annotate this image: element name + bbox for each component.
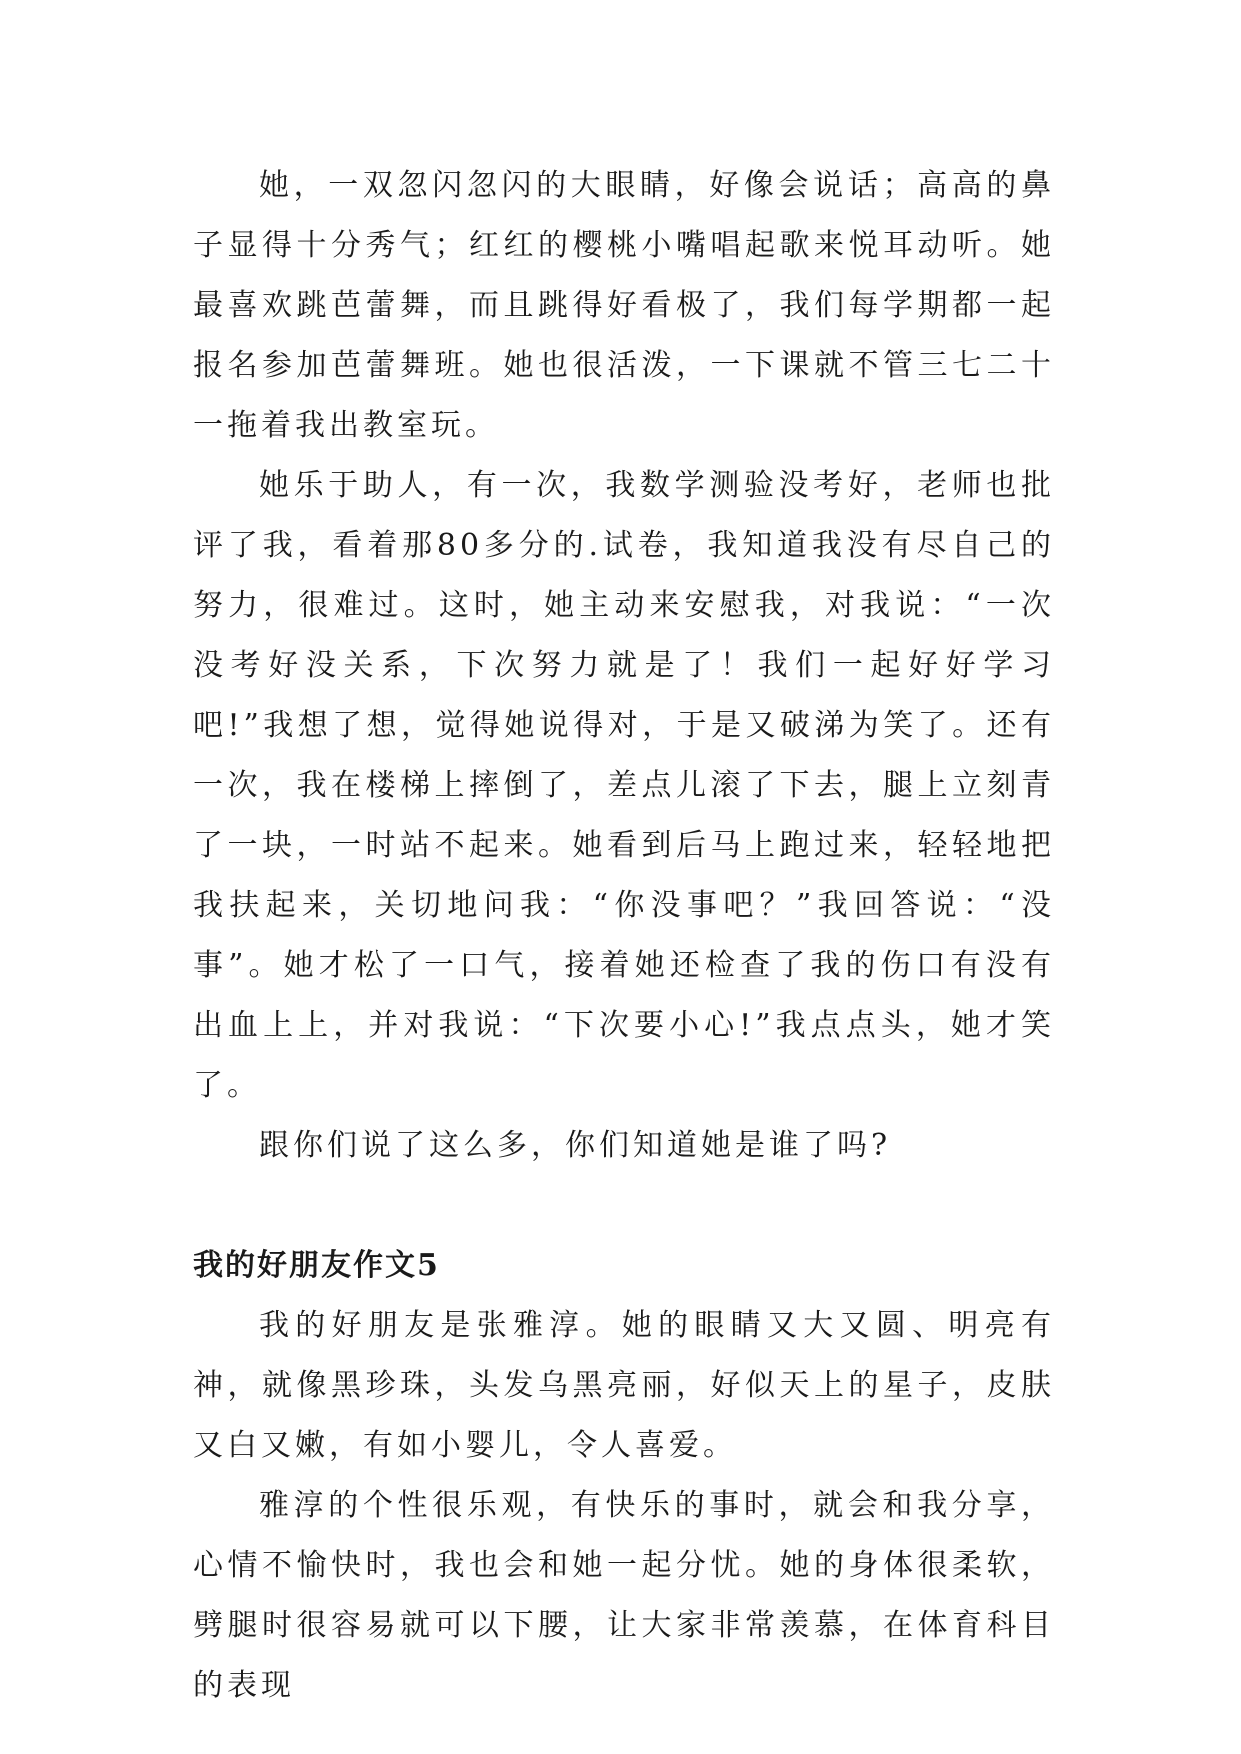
paragraph-friend-intro: 我的好朋友是张雅淳。她的眼睛又大又圆、明亮有神，就像黑珍珠，头发乌黑亮丽，好似天上的星子，皮肤又白又嫩，有如小婴儿，令人喜爱。 xyxy=(193,1308,1055,1463)
document-page xyxy=(193,156,1055,1716)
paragraph-description: 她，一双忽闪忽闪的大眼睛，好像会说话；高高的鼻子显得十分秀气；红红的樱桃小嘴唱起歌来悦耳动听。她最喜欢跳芭蕾舞，而且跳得好看极了，我们每学期都一起报名参加芭蕾舞班。她也很活泼，一下课就不管三七二十一拖着我出教室玩。 xyxy=(193,168,1055,443)
section-title: 我的好朋友作文5 xyxy=(193,1248,440,1283)
paragraph-closing-question: 跟你们说了这么多，你们知道她是谁了吗? xyxy=(259,1128,892,1163)
paragraph-friend-personality: 雅淳的个性很乐观，有快乐的事时，就会和我分享，心情不愉快时，我也会和她一起分忧。她的身体很柔软，劈腿时很容易就可以下腰，让大家非常羡慕，在体育科目的表现 xyxy=(193,1488,1055,1703)
paragraph-helpful-story: 她乐于助人，有一次，我数学测验没考好，老师也批评了我，看着那80多分的.试卷，我知道我没有尽自己的努力，很难过。这时，她主动来安慰我，对我说：“一次没考好没关系，下次努力就是了！我们一起好好学习吧!”我想了想，觉得她说得对，于是又破涕为笑了。还有一次，我在楼梯上摔倒了，差点儿滚了下去，腿上立刻青了一块，一时站不起来。她看到后马上跑过来，轻轻地把我扶起来，关切地问我：“你没事吧？”我回答说：“没事”。她才松了一口气，接着她还检查了我的伤口有没有出血上上，并对我说：“下次要小心!”我点点头，她才笑了。 xyxy=(193,468,1055,1103)
